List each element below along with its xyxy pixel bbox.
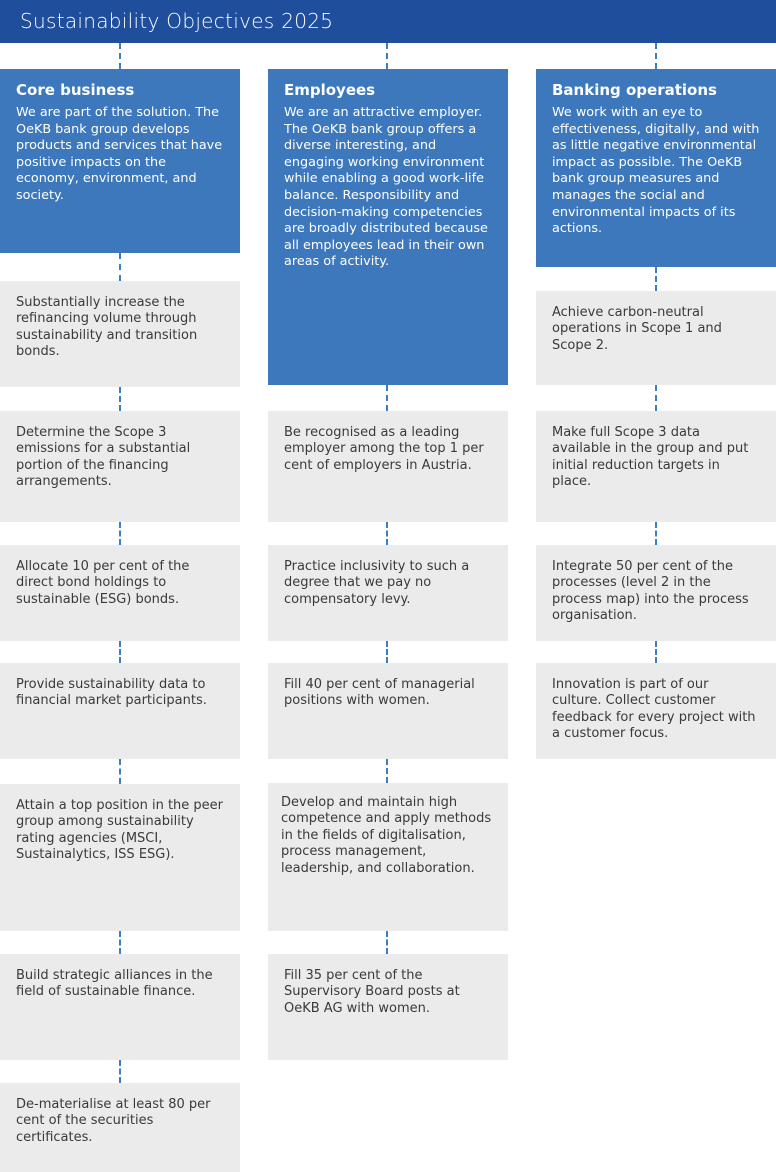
connector-line (119, 253, 121, 281)
connector-line (119, 931, 121, 954)
column-heading-banking-operations (536, 69, 776, 267)
connector-line (655, 267, 657, 291)
objective-box: Build strategic alliances in the field of sustainable finance. (0, 954, 240, 1060)
objective-box: Provide sustainability data to financial market participants. (0, 663, 240, 759)
objective-box: Attain a top position in the peer group among sustainability rating agencies (MSCI, Sustainalytics, ISS ESG). (0, 784, 240, 931)
column-title: Banking operations (552, 81, 717, 99)
connector-line (119, 522, 121, 545)
connector-line (386, 385, 388, 411)
objective-box: Innovation is part of our culture. Collect customer feedback for every project with a customer focus. (536, 663, 776, 759)
connector-line (119, 43, 121, 69)
column-title: Core business (16, 81, 135, 99)
connector-line (386, 931, 388, 954)
objective-box: Develop and maintain high competence and apply methods in the fields of digitalisation, process management, leadership, and collaboration. (268, 783, 508, 931)
column-heading-core-business (0, 69, 240, 253)
column-heading-employees (268, 69, 508, 385)
connector-line (386, 522, 388, 545)
objective-box: De-materialise at least 80 per cent of the securities certificates. (0, 1083, 240, 1172)
connector-line (119, 1060, 121, 1083)
connector-line (386, 759, 388, 783)
column-description: We work with an eye to effectiveness, digitally, and with as little negative environmental impact as possible. The OeKB bank group measures and manages the social and environmental impacts of its actions. (552, 105, 760, 237)
objective-box: Fill 35 per cent of the Supervisory Board posts at OeKB AG with women. (268, 954, 508, 1060)
connector-line (655, 385, 657, 411)
column-title: Employees (284, 81, 376, 99)
column-description: We are part of the solution. The OeKB bank group develops products and services that have positive impacts on the economy, environment, and society. (16, 105, 223, 203)
connector-line (119, 759, 121, 784)
connector-line (119, 641, 121, 663)
objective-box: Make full Scope 3 data available in the group and put initial reduction targets in place. (536, 411, 776, 522)
objective-box: Integrate 50 per cent of the processes (level 2 in the process map) into the process organisation. (536, 545, 776, 641)
objective-box: Be recognised as a leading employer among the top 1 per cent of employers in Austria. (268, 411, 508, 522)
page-header (0, 0, 776, 43)
objective-box: Determine the Scope 3 emissions for a substantial portion of the financing arrangements. (0, 411, 240, 522)
objective-box: Substantially increase the refinancing volume through sustainability and transition bonds. (0, 281, 240, 387)
column-description: We are an attractive employer. The OeKB bank group offers a diverse interesting, and engaging working environment while enabling a good work-life balance. Responsibility and decision-making competencies are broadly distributed because all employees lead in their own areas of activity. (284, 105, 488, 270)
connector-line (386, 641, 388, 663)
objective-box: Fill 40 per cent of managerial positions with women. (268, 663, 508, 759)
objective-box: Allocate 10 per cent of the direct bond holdings to sustainable (ESG) bonds. (0, 545, 240, 641)
connector-line (655, 522, 657, 545)
connector-line (655, 641, 657, 663)
objective-box: Achieve carbon-neutral operations in Scope 1 and Scope 2. (536, 291, 776, 385)
connector-line (655, 43, 657, 69)
connector-line (386, 43, 388, 69)
page-title: Sustainability Objectives 2025 (20, 9, 334, 33)
objective-box: Practice inclusivity to such a degree that we pay no compensatory levy. (268, 545, 508, 641)
connector-line (119, 387, 121, 411)
